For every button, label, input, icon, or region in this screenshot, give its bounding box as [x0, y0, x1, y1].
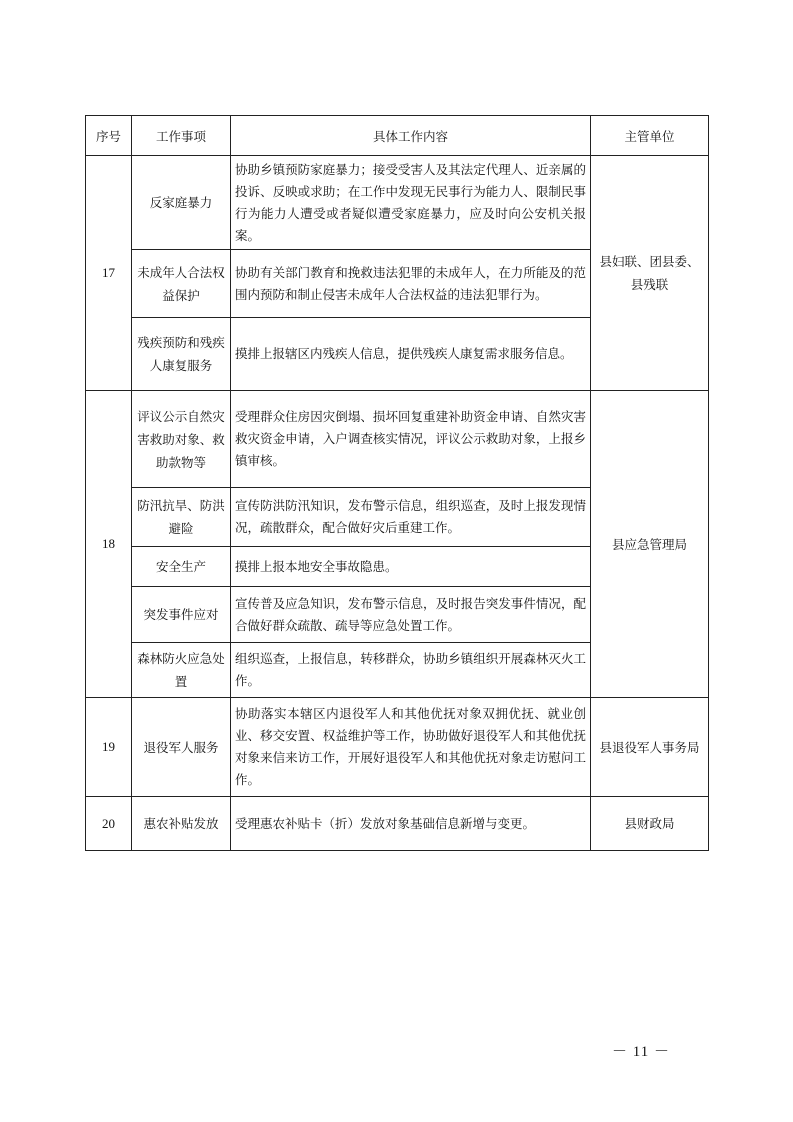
table-row: [86, 797, 709, 851]
work-item: 残疾预防和残疾人康复服务: [132, 318, 231, 391]
work-item: 防汛抗旱、防洪避险: [132, 488, 231, 547]
row-number: 20: [86, 797, 132, 851]
work-item: 惠农补贴发放: [132, 797, 231, 851]
work-item: 退役军人服务: [132, 698, 231, 797]
work-content: 受理群众住房因灾倒塌、损坏回复重建补助资金申请、自然灾害救灾资金申请，入户调查核实情况，评议公示救助对象，上报乡镇审核。: [231, 391, 591, 488]
work-content: 宣传普及应急知识，发布警示信息，及时报告突发事件情况，配合做好群众疏散、疏导等应急处置工作。: [231, 587, 591, 643]
responsible-unit: 县退役军人事务局: [591, 698, 709, 797]
work-item: 突发事件应对: [132, 587, 231, 643]
header-item: 工作事项: [132, 116, 231, 156]
work-content: 协助落实本辖区内退役军人和其他优抚对象双拥优抚、就业创业、移交安置、权益维护等工作，协助做好退役军人和其他优抚对象来信来访工作，开展好退役军人和其他优抚对象走访慰问工作。: [231, 698, 591, 797]
header-no: 序号: [86, 116, 132, 156]
responsible-unit: 县妇联、团县委、县残联: [591, 156, 709, 391]
responsible-unit: 县财政局: [591, 797, 709, 851]
table-row: [86, 391, 709, 488]
duty-table: [85, 115, 709, 851]
work-content: 摸排上报辖区内残疾人信息，提供残疾人康复需求服务信息。: [231, 318, 591, 391]
work-content: 协助乡镇预防家庭暴力；接受受害人及其法定代理人、近亲属的投诉、反映或求助；在工作中发现无民事行为能力人、限制民事行为能力人遭受或者疑似遭受家庭暴力，应及时向公安机关报案。: [231, 156, 591, 250]
work-item: 未成年人合法权益保护: [132, 250, 231, 318]
work-content: 摸排上报本地安全事故隐患。: [231, 547, 591, 587]
table-header-row: [86, 116, 709, 156]
header-content: 具体工作内容: [231, 116, 591, 156]
row-number: 18: [86, 391, 132, 698]
table-row: [86, 156, 709, 250]
work-item: 反家庭暴力: [132, 156, 231, 250]
work-item: 安全生产: [132, 547, 231, 587]
work-content: 协助有关部门教育和挽救违法犯罪的未成年人，在力所能及的范围内预防和制止侵害未成年人合法权益的违法犯罪行为。: [231, 250, 591, 318]
table-row: [86, 698, 709, 797]
work-content: 组织巡查，上报信息，转移群众，协助乡镇组织开展森林灭火工作。: [231, 643, 591, 698]
row-number: 17: [86, 156, 132, 391]
page-number: － 11 －: [612, 1044, 670, 1060]
responsible-unit: 县应急管理局: [591, 391, 709, 698]
work-item: 评议公示自然灾害救助对象、救助款物等: [132, 391, 231, 488]
row-number: 19: [86, 698, 132, 797]
work-content: 宣传防洪防汛知识，发布警示信息，组织巡查，及时上报发现情况，疏散群众，配合做好灾后重建工作。: [231, 488, 591, 547]
header-unit: 主管单位: [591, 116, 709, 156]
work-item: 森林防火应急处置: [132, 643, 231, 698]
work-content: 受理惠农补贴卡（折）发放对象基础信息新增与变更。: [231, 797, 591, 851]
